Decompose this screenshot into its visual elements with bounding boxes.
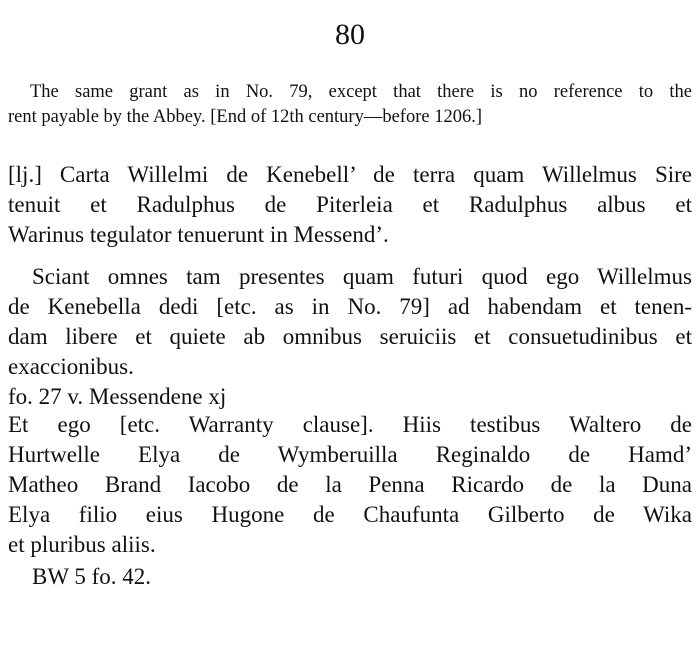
charter-heading-line: [lj.] Carta Willelmi de Kenebell’ de terra quam Willelmus Sire — [8, 162, 692, 187]
witness-line: Hurtwelle Elya de Wymberuilla Reginaldo de Hamd’ — [8, 442, 692, 467]
charter-body — [8, 262, 692, 382]
charter-heading-line: Warinus tegulator tenuerunt in Messend’. — [8, 222, 389, 247]
editorial-note — [8, 80, 692, 130]
folio-reference: fo. 27 v. Messendene xj — [8, 384, 227, 409]
witness-clause — [8, 410, 692, 560]
charter-body-line: Sciant omnes tam presentes quam futuri quod ego Willelmus — [32, 264, 692, 289]
charter-heading-line: tenuit et Radulphus de Piterleia et Radulphus albus et — [8, 192, 692, 217]
witness-line: et pluribus aliis. — [8, 532, 156, 557]
witness-line: Et ego [etc. Warranty clause]. Hiis testibus Waltero de — [8, 412, 692, 437]
charter-body-line: exaccionibus. — [8, 354, 134, 379]
page-number: 80 — [335, 18, 365, 51]
source-reference: BW 5 fo. 42. — [32, 564, 152, 589]
editorial-note-line: rent payable by the Abbey. [End of 12th century—before 1206.] — [8, 107, 482, 127]
witness-line: Matheo Brand Iacobo de la Penna Ricardo de la Duna — [8, 472, 692, 497]
charter-heading — [8, 160, 692, 250]
editorial-note-line: The same grant as in No. 79, except that there is no reference to the — [30, 82, 692, 102]
witness-line: Elya filio eius Hugone de Chaufunta Gilberto de Wika — [8, 502, 692, 527]
charter-body-line: dam libere et quiete ab omnibus seruiciis et consuetudinibus et — [8, 324, 692, 349]
charter-body-line: de Kenebella dedi [etc. as in No. 79] ad habendam et tenen- — [8, 294, 692, 319]
